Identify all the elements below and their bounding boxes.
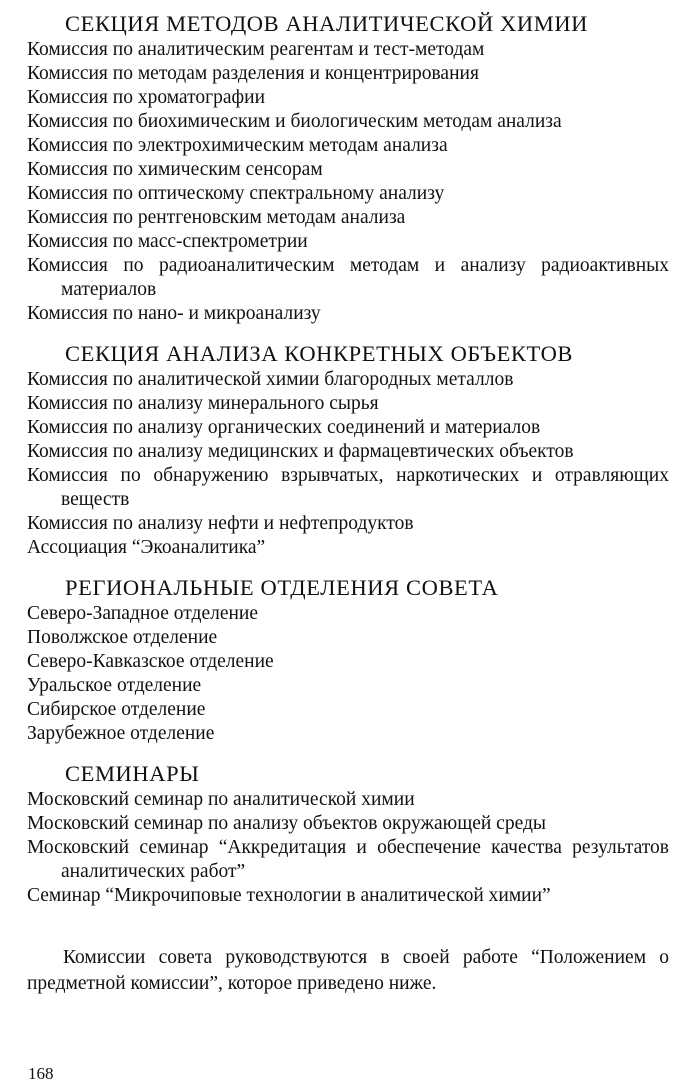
list-item: Комиссия по анализу медицинских и фармацевтических объектов [27,441,574,462]
list-item: Комиссия по электрохимическим методам анализа [27,135,448,156]
sections-list [27,10,669,922]
list-item: Семинар “Микрочиповые технологии в аналитической химии” [27,885,551,906]
list-item: Московский семинар по аналитической химии [27,789,415,810]
closing-paragraph: Комиссии совета руководствуются в своей работе “Положением о предметной комиссии”, которое приведено ниже. [27,947,669,994]
section-title: РЕГИОНАЛЬНЫЕ ОТДЕЛЕНИЯ СОВЕТА [65,575,499,600]
list-item: Московский семинар “Аккредитация и обеспечение качества результатов аналитических работ” [27,837,669,882]
list-item: Северо-Западное отделение [27,603,259,624]
list-item: Комиссия по химическим сенсорам [27,159,323,180]
list-item: Московский семинар по анализу объектов окружающей среды [27,813,546,834]
list-item: Комиссия по радиоаналитическим методам и анализу радиоактивных материалов [27,255,669,300]
list-item: Комиссия по аналитической химии благородных металлов [27,369,514,390]
section-specific-objects [27,340,669,560]
list-item: Северо-Кавказское отделение [27,651,274,672]
list-item: Комиссия по масс-спектрометрии [27,231,308,252]
list-item: Комиссия по рентгеновским методам анализа [27,207,406,228]
list-item: Сибирское отделение [27,699,206,720]
section-title: СЕКЦИЯ МЕТОДОВ АНАЛИТИЧЕСКОЙ ХИМИИ [65,11,589,36]
list-item: Комиссия по хроматографии [27,87,265,108]
section-title: СЕКЦИЯ АНАЛИЗА КОНКРЕТНЫХ ОБЪЕКТОВ [65,341,574,366]
list-item: Комиссия по методам разделения и концентрирования [27,63,479,84]
section-seminars [27,760,669,908]
list-item: Комиссия по оптическому спектральному анализу [27,183,445,204]
list-item: Комиссия по анализу минерального сырья [27,393,379,414]
list-item: Комиссия по аналитическим реагентам и тест-методам [27,39,485,60]
list-item: Комиссия по анализу нефти и нефтепродуктов [27,513,414,534]
list-item: Комиссия по анализу органических соединений и материалов [27,417,541,438]
page-number: 168 [28,1064,54,1083]
list-item: Комиссия по обнаружению взрывчатых, наркотических и отравляющих веществ [27,465,669,510]
list-item: Ассоциация “Экоаналитика” [27,537,266,558]
section-regional-branches [27,574,669,746]
section-analytical-methods [27,10,669,326]
list-item: Зарубежное отделение [27,723,215,744]
list-item: Поволжское отделение [27,627,218,648]
list-item: Уральское отделение [27,675,202,696]
list-item: Комиссия по биохимическим и биологическим методам анализа [27,111,562,132]
section-title: СЕМИНАРЫ [65,761,200,786]
list-item: Комиссия по нано- и микроанализу [27,303,321,324]
